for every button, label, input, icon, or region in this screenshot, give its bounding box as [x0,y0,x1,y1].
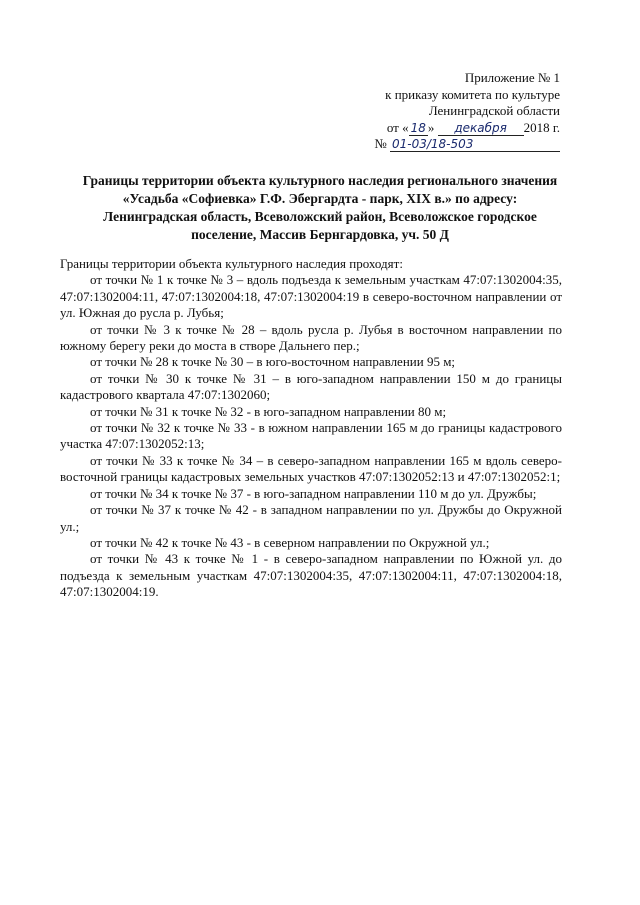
number-prefix: № [374,136,387,151]
appendix-header [374,70,560,153]
boundary-paragraph: от точки № 43 к точке № 1 - в северо-западном направлении по Южной ул. до подъезда к земельным участкам 47:07:1302004:35, 47:07:1302004:11, 47:07:1302004:18, 47:07:1302004:19. [60,551,562,600]
date-day: 18 [410,120,426,135]
document-body [60,256,562,601]
document-title [60,172,580,244]
body-intro: Границы территории объекта культурного наследия проходят: [60,256,403,271]
appendix-label: Приложение № 1 [464,70,560,85]
boundary-paragraph: от точки № 42 к точке № 43 - в северном направлении по Окружной ул.; [90,534,490,550]
date-prefix: от « [386,119,409,135]
boundary-paragraph: от точки № 32 к точке № 33 - в южном направлении 165 м до границы кадастрового участка 47:07:1302052:13; [60,420,562,452]
date-month: декабря [438,121,524,136]
boundary-paragraph: от точки № 33 к точке № 34 – в северо-западном направлении 165 м вдоль северо-восточной границы кадастровых земельных участков 47:07:1302052:13 и 47:07:1302052:1; [60,452,562,485]
boundary-paragraph: от точки № 3 к точке № 28 – вдоль русла р. Лубья в восточном направлении по южному берегу реки до моста в створе Дальнего пер.; [60,321,562,354]
region-label: Ленинградской области [428,103,560,118]
order-date [374,120,560,137]
date-year: 2018 г. [523,119,560,135]
number-value: 01-03/18-503 [390,137,560,152]
boundary-paragraph: от точки № 1 к точке № 3 – вдоль подъезда к земельным участкам 47:07:1302004:35, 47:07:1302004:11, 47:07:1302004:18, 47:07:1302004:19 в северо-восточном направлении от ул. Южная до русла р. Лубья; [60,272,562,321]
title-line: Границы территории объекта культурного наследия регионального значения [82,173,558,188]
boundary-paragraph: от точки № 30 к точке № 31 – в юго-западном направлении 150 м до границы кадастрового квартала 47:07:1302060; [60,370,562,403]
date-separator: » [427,119,435,135]
title-line: «Усадьба «Софиевка» Г.Ф. Эбергардта - парк, XIX в.» по адресу: [122,191,518,206]
order-number [374,136,560,153]
boundary-paragraph: от точки № 28 к точке № 30 – в юго-восточном направлении 95 м; [90,354,456,370]
title-line: поселение, Массив Бернгардовка, уч. 50 Д [191,227,449,242]
boundary-paragraph: от точки № 31 к точке № 32 - в юго-западном направлении 80 м; [90,403,447,419]
boundary-paragraph: от точки № 37 к точке № 42 - в западном направлении по ул. Дружбы до Окружной ул.; [60,502,562,534]
boundary-paragraph: от точки № 34 к точке № 37 - в юго-западном направлении 110 м до ул. Дружбы; [90,485,537,501]
order-reference: к приказу комитета по культуре [385,86,560,102]
title-line: Ленинградская область, Всеволожский район, Всеволожское городское [103,209,537,224]
